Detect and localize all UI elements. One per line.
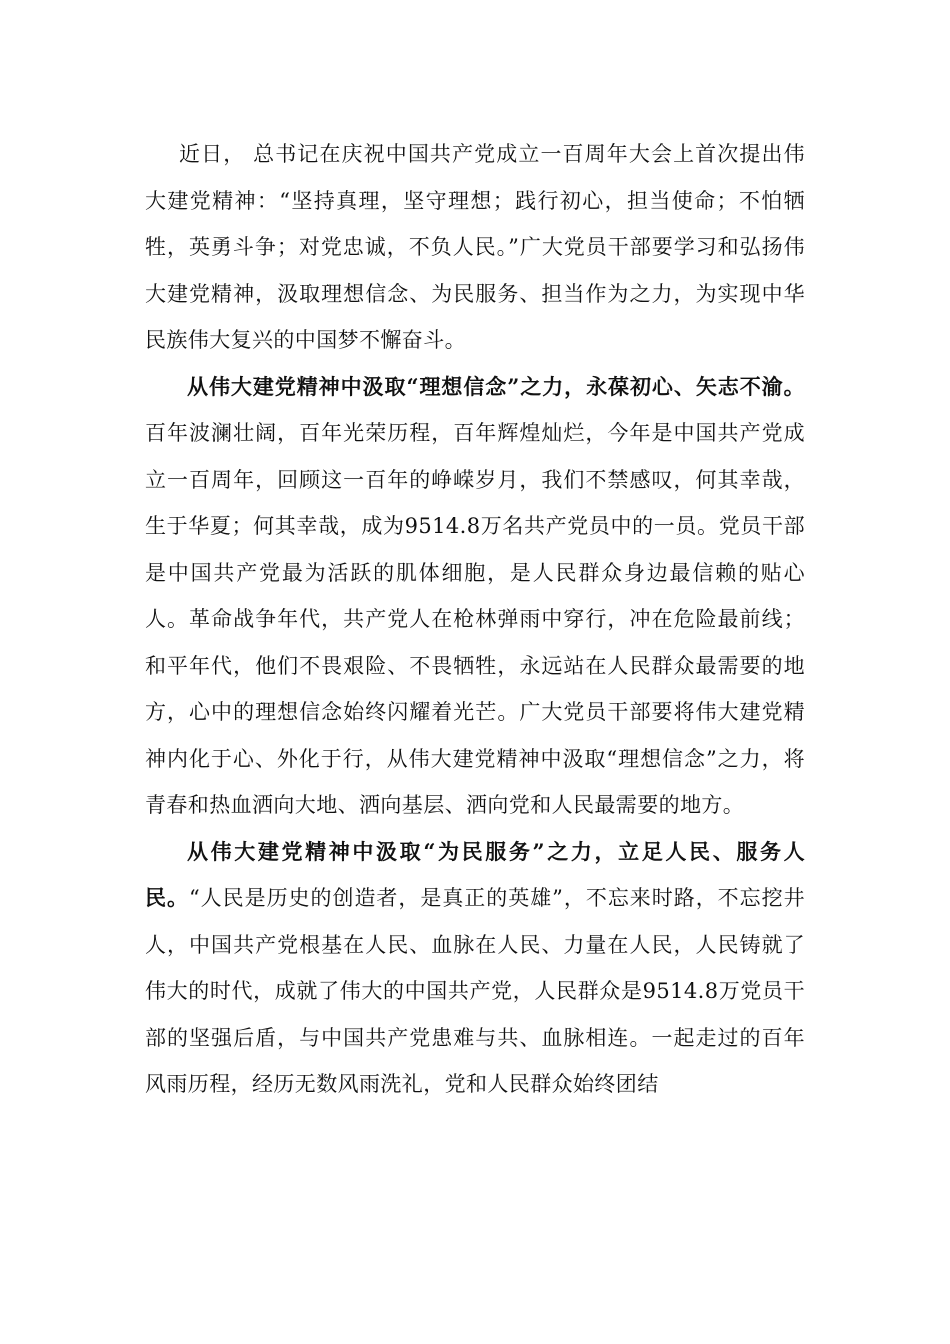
paragraph-intro-text: 近日， 总书记在庆祝中国共产党成立一百周年大会上首次提出伟大建党精神：“坚持真理，坚守理想；践行初心，担当使命；不怕牺牲，英勇斗争；对党忠诚，不负人民。”广大党员干部要学习和弘扬伟大建党精神，汲取理想信念、为民服务、担当作为之力，为实现中华民族伟大复兴的中国梦不懈奋斗。: [145, 142, 805, 352]
paragraph-ideals: [145, 364, 805, 829]
paragraph-ideals-text: 百年波澜壮阔，百年光荣历程，百年辉煌灿烂，今年是中国共产党成立一百周年，回顾这一百年的峥嵘岁月，我们不禁感叹，何其幸哉，生于华夏；何其幸哉，成为9514.8万名共产党员中的一员。党员干部是中国共产党最为活跃的肌体细胞，是人民群众身边最信赖的贴心人。革命战争年代，共产党人在枪林弹雨中穿行，冲在危险最前线；和平年代，他们不畏艰险、不畏牺牲，永远站在人民群众最需要的地方，心中的理想信念始终闪耀着光芒。广大党员干部要将伟大建党精神内化于心、外化于行，从伟大建党精神中汲取“理想信念”之力，将青春和热血洒向大地、洒向基层、洒向党和人民最需要的地方。: [145, 421, 805, 817]
paragraph-intro: [145, 131, 805, 364]
paragraph-service: [145, 829, 805, 1108]
document-body: [145, 131, 805, 1108]
paragraph-service-heading: 从伟大建党精神中汲取“为民服务”之力，立足人民、服务人民。: [145, 838, 805, 910]
paragraph-service-text: “人民是历史的创造者，是真正的英雄”，不忘来时路，不忘挖井人，中国共产党根基在人民、血脉在人民、力量在人民，人民铸就了伟大的时代，成就了伟大的中国共产党，人民群众是9514.8万党员干部的坚强后盾，与中国共产党患难与共、血脉相连。一起走过的百年风雨历程，经历无数风雨洗礼，党和人民群众始终团结: [145, 886, 805, 1096]
paragraph-ideals-heading: 从伟大建党精神中汲取“理想信念”之力，永葆初心、矢志不渝。: [187, 373, 805, 399]
